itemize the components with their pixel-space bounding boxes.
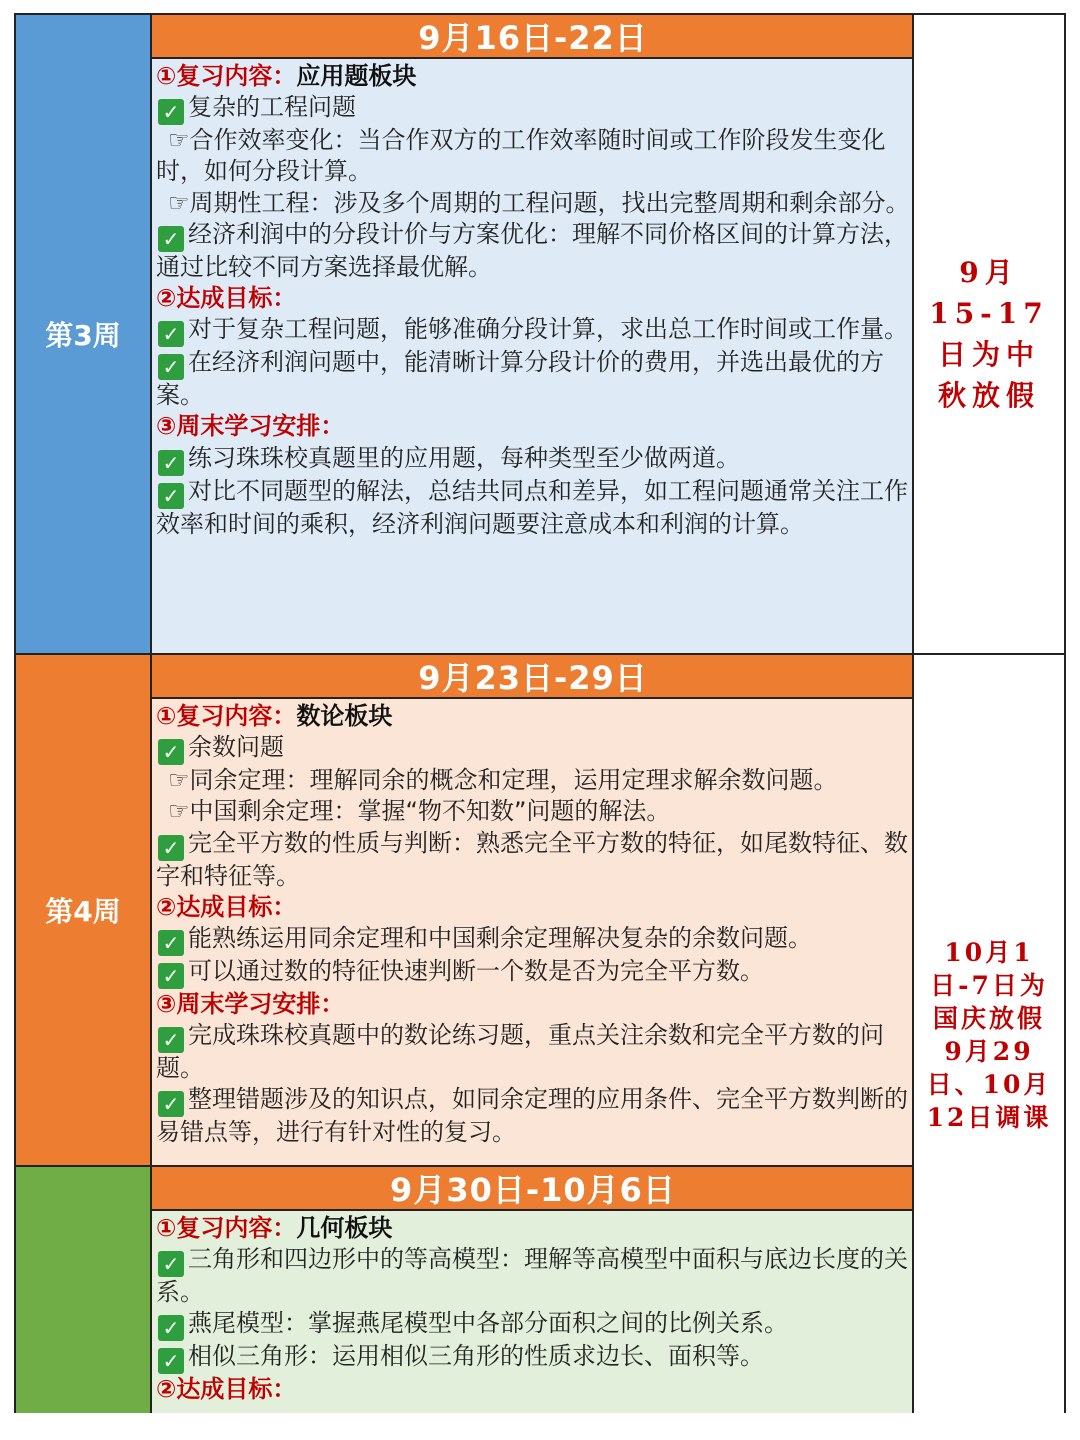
week-label-cell: [16, 15, 152, 655]
item-text: 经济利润中的分段计价与方案优化：理解不同价格区间的计算方法，通过比较不同方案选择最优解。: [156, 219, 908, 281]
week-row-5: [16, 1167, 1064, 1413]
week-content-body: [152, 1211, 914, 1406]
item-text: 余数问题: [188, 733, 284, 762]
review-topic: 应用题板块: [296, 62, 417, 90]
check-icon: ✓: [158, 450, 184, 476]
item-text: 三角形和四边形中的等高模型：理解等高模型中面积与底边长度的关系。: [156, 1245, 908, 1307]
week-row-4: [16, 655, 1064, 1167]
note-text: 9月15-17日为中秋放假: [929, 256, 1049, 412]
list-item: [156, 796, 910, 827]
item-text: 完全平方数的性质与判断：熟悉完全平方数的特征，如尾数特征、数字和特征等。: [156, 828, 908, 890]
item-text: 整理错题涉及的知识点，如同余定理的应用条件、完全平方数判断的易错点等，进行有针对性的复习。: [156, 1085, 908, 1147]
list-item: [156, 314, 910, 347]
list-item: [156, 92, 910, 125]
list-item: [156, 1084, 910, 1148]
check-icon: ✓: [158, 1251, 184, 1277]
date-range-header: 9月23日-29日: [152, 655, 914, 699]
week-label: 第3周: [45, 319, 121, 352]
week-content-body: [152, 59, 914, 540]
item-text: 练习珠珠校真题里的应用题，每种类型至少做两道。: [188, 443, 740, 472]
check-icon: ✓: [158, 930, 184, 956]
review-topic: 数论板块: [296, 702, 393, 730]
week-content-cell: [152, 1167, 914, 1413]
week-content-cell: [152, 655, 914, 1167]
item-text: 在经济利润问题中，能清晰计算分段计价的费用，并选出最优的方案。: [156, 348, 884, 410]
review-label: ①复习内容：: [156, 702, 297, 730]
note-text: 10月1日-7日为国庆放假: [930, 938, 1048, 1033]
check-icon: ✓: [158, 354, 184, 380]
list-item: [156, 828, 910, 892]
check-icon: ✓: [158, 835, 184, 861]
list-item: [156, 923, 910, 956]
list-item: [156, 1244, 910, 1308]
check-icon: ✓: [158, 1091, 184, 1117]
item-text: 可以通过数的特征快速判断一个数是否为完全平方数。: [188, 957, 764, 986]
list-item: [156, 188, 910, 219]
pointing-hand-icon: ☞: [168, 188, 190, 217]
list-item: [156, 956, 910, 989]
item-text: 对比不同题型的解法，总结共同点和差异，如工程问题通常关注工作效率和时间的乘积，经济利润问题要注意成本和利润的计算。: [156, 476, 908, 538]
item-text: 能熟练运用同余定理和中国剩余定理解决复杂的余数问题。: [188, 924, 812, 953]
check-icon: ✓: [158, 1315, 184, 1341]
item-text: 相似三角形：运用相似三角形的性质求边长、面积等。: [188, 1342, 764, 1371]
review-heading: [156, 1213, 910, 1244]
item-text: 中国剩余定理：掌握“物不知数”问题的解法。: [189, 797, 671, 826]
review-topic: 几何板块: [296, 1214, 393, 1242]
week-label: 第4周: [45, 895, 121, 928]
review-heading: [156, 61, 910, 92]
check-icon: ✓: [158, 226, 184, 252]
pointing-hand-icon: ☞: [168, 766, 190, 795]
item-text: 完成珠珠校真题中的数论练习题，重点关注余数和完全平方数的问题。: [156, 1021, 884, 1083]
item-text: 对于复杂工程问题，能够准确分段计算，求出总工作时间或工作量。: [188, 315, 908, 344]
list-item: [156, 476, 910, 540]
weekend-heading: ③周末学习安排：: [156, 990, 345, 1019]
review-label: ①复习内容：: [156, 1214, 297, 1242]
list-item: [156, 125, 910, 187]
check-icon: ✓: [158, 1027, 184, 1053]
review-label: ①复习内容：: [156, 62, 297, 90]
holiday-note-midautumn: [912, 15, 1064, 655]
check-icon: ✓: [158, 483, 184, 509]
list-item: [156, 765, 910, 796]
date-range-header: 9月30日-10月6日: [152, 1167, 914, 1211]
review-heading: [156, 701, 910, 732]
item-text: 周期性工程：涉及多个周期的工程问题，找出完整周期和剩余部分。: [189, 188, 910, 217]
list-item: [156, 1020, 910, 1084]
item-text: 复杂的工程问题: [188, 93, 356, 122]
week-content-cell: [152, 15, 914, 655]
week-label-cell: [16, 1167, 152, 1413]
list-item: [156, 347, 910, 411]
goal-heading: ②达成目标：: [156, 284, 297, 313]
list-item: [156, 1341, 910, 1374]
check-icon: ✓: [158, 963, 184, 989]
check-icon: ✓: [158, 1348, 184, 1374]
goal-heading: ②达成目标：: [156, 892, 297, 921]
list-item: [156, 732, 910, 765]
date-range-header: 9月16日-22日: [152, 15, 914, 59]
goal-heading: ②达成目标：: [156, 1375, 297, 1404]
list-item: [156, 1308, 910, 1341]
list-item: [156, 443, 910, 476]
schedule-table: [14, 13, 1066, 1413]
pointing-hand-icon: ☞: [168, 797, 190, 826]
pointing-hand-icon: ☞: [168, 126, 190, 155]
list-item: [156, 219, 910, 283]
note-text: 9月29日、10月12日调课: [926, 1037, 1052, 1132]
item-text: 燕尾模型：掌握燕尾模型中各部分面积之间的比例关系。: [188, 1309, 788, 1338]
weekend-heading: ③周末学习安排：: [156, 412, 345, 441]
check-icon: ✓: [158, 99, 184, 125]
week-label-cell: [16, 655, 152, 1167]
week-content-body: [152, 699, 914, 1149]
check-icon: ✓: [158, 739, 184, 765]
holiday-note-national: [912, 655, 1064, 1413]
item-text: 同余定理：理解同余的概念和定理，运用定理求解余数问题。: [189, 766, 838, 795]
week-row-3: [16, 15, 1064, 655]
item-text: 合作效率变化：当合作双方的工作效率随时间或工作阶段发生变化时，如何分段计算。: [156, 126, 886, 186]
check-icon: ✓: [158, 321, 184, 347]
